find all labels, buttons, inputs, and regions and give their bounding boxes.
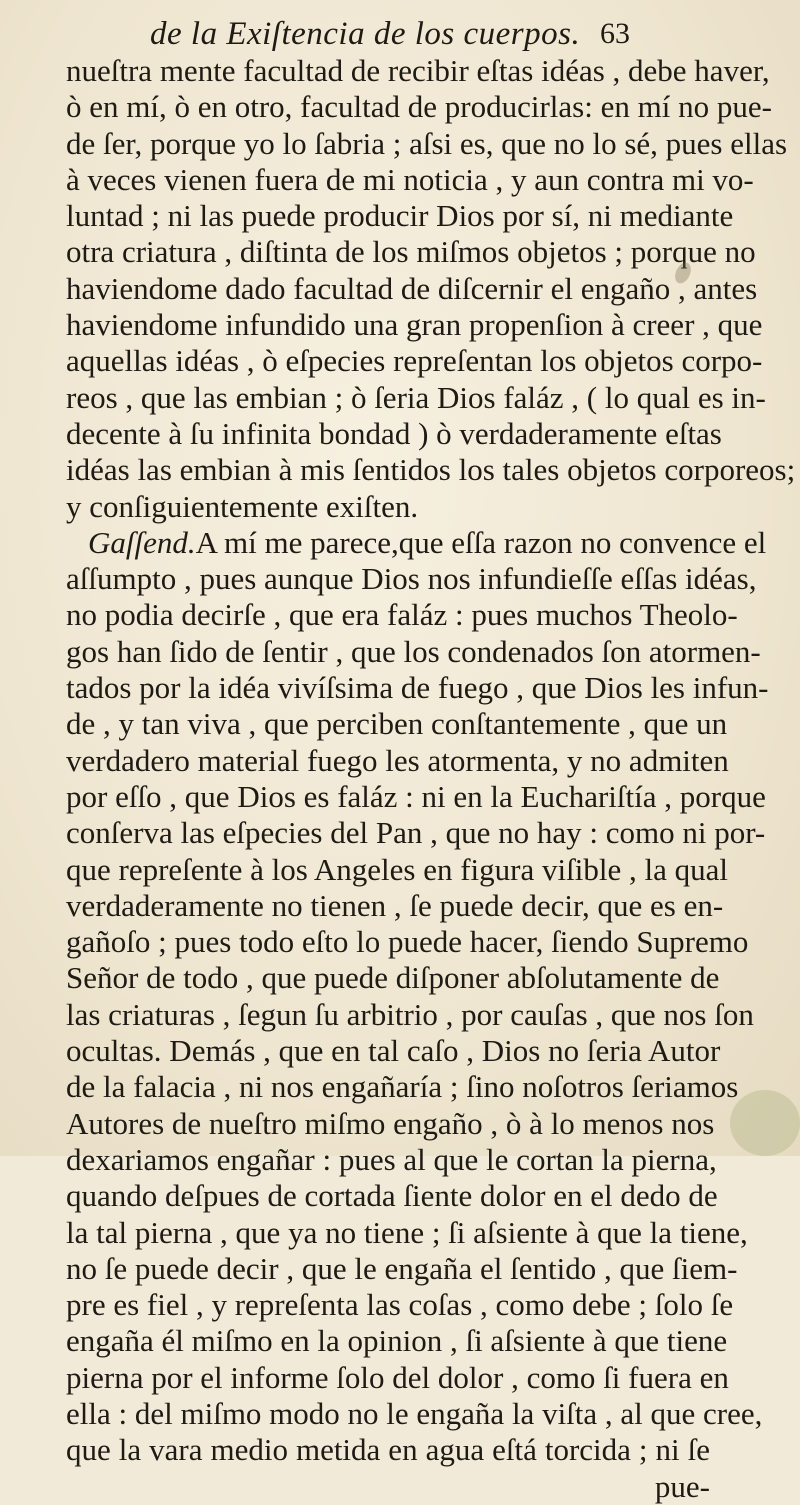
text-line: no ſe puede decir , que le engaña el ſentido , que ſiem- (66, 1250, 738, 1286)
text-line: conſerva las eſpecies del Pan , que no hay : como ni por- (66, 815, 766, 851)
text-line: aſſumpto , pues aunque Dios nos infundieſſe eſſas idéas, (66, 561, 757, 597)
text-line: verdaderamente no tienen , ſe puede decir, que es en- (66, 887, 724, 923)
text-line: de , y tan viva , que perciben conſtantemente , que un (66, 706, 728, 742)
text-line: pierna por el informe ſolo del dolor , como ſi fuera en (66, 1359, 729, 1395)
speaker-line (66, 524, 767, 561)
text-line: aquellas idéas , ò eſpecies repreſentan los objetos corpo- (66, 343, 763, 379)
text-line: ella : del miſmo modo no le engaña la viſta , al que cree, (66, 1395, 763, 1431)
text-line: Señor de todo , que puede diſponer abſolutamente de (66, 960, 720, 996)
text-line: la tal pierna , que ya no tiene ; ſi aſsiente à que la tiene, (66, 1214, 748, 1250)
text-line: otra criatura , diſtinta de los miſmos objetos ; porque no (66, 234, 756, 270)
text-line: no podia decirſe , que era faláz : pues muchos Theolo- (66, 597, 738, 633)
text-line: haviendome infundido una gran propenſion à creer , que (66, 307, 763, 343)
text-line: por eſſo , que Dios es faláz : ni en la Euchariſtía , porque (66, 778, 766, 814)
text-line: ocultas. Demás , que en tal caſo , Dios no ſeria Autor (66, 1033, 721, 1069)
text-line: reos , que las embian ; ò ſeria Dios faláz , ( lo qual es in- (66, 379, 766, 415)
text-line: quando deſpues de cortada ſiente dolor en el dedo de (66, 1178, 718, 1214)
text-line: verdadero material fuego les atormenta, y no admiten (66, 742, 729, 778)
text-line: à veces vienen fuera de mi noticia , y aun contra mi vo- (66, 161, 754, 197)
text-line: las criaturas , ſegun ſu arbitrio , por cauſas , que nos ſon (66, 996, 754, 1032)
text-line: tados por la idéa vivíſsima de fuego , que Dios les infun- (66, 670, 769, 706)
speaker-name: Gaſſend. (88, 524, 196, 560)
running-title: de la Exiſtencia de los cuerpos. (150, 16, 581, 52)
page-number: 63 (600, 17, 630, 50)
text-line: que repreſente à los Angeles en figura viſible , la qual (66, 851, 728, 887)
running-head (150, 14, 630, 54)
text-line: Autores de nueſtro miſmo engaño , ò à lo menos nos (66, 1105, 715, 1141)
text-line: luntad ; ni las puede producir Dios por sí, ni mediante (66, 198, 734, 234)
text-line: idéas las embian à mis ſentidos los tales objetos corporeos; (66, 452, 796, 488)
text-line: gos han ſido de ſentir , que los condenados ſon atormen- (66, 633, 761, 669)
body-text (66, 53, 796, 1505)
text-line: decente à ſu infinita bondad ) ò verdaderamente eſtas (66, 415, 722, 451)
speaker-line-text: A mí me parece,que eſſa razon no convence el (195, 524, 767, 560)
text-line: ò en mí, ò en otro, facultad de producirlas: en mí no pue- (66, 89, 772, 125)
text-line: engaña él miſmo en la opinion , ſi aſsiente à que tiene (66, 1323, 728, 1359)
text-line: que la vara medio metida en agua eſtá torcida ; ni ſe (66, 1432, 710, 1468)
text-line: nueſtra mente facultad de recibir eſtas idéas , debe haver, (66, 53, 770, 88)
catchword: pue- (654, 1468, 710, 1504)
text-line: pre es fiel , y repreſenta las coſas , como debe ; ſolo ſe (66, 1287, 734, 1323)
text-line: dexariamos engañar : pues al que le cortan la pierna, (66, 1141, 717, 1177)
paper-stain (730, 1090, 800, 1156)
text-line: de ſer, porque yo lo ſabria ; aſsi es, que no lo sé, pues ellas (66, 125, 788, 161)
text-line: gañoſo ; pues todo eſto lo puede hacer, ſiendo Supremo (66, 924, 749, 960)
text-line: haviendome dado facultad de diſcernir el engaño , antes (66, 270, 758, 306)
text-line: y conſiguientemente exiſten. (66, 488, 419, 524)
text-line: de la falacia , ni nos engañaría ; ſino noſotros ſeriamos (66, 1069, 739, 1105)
